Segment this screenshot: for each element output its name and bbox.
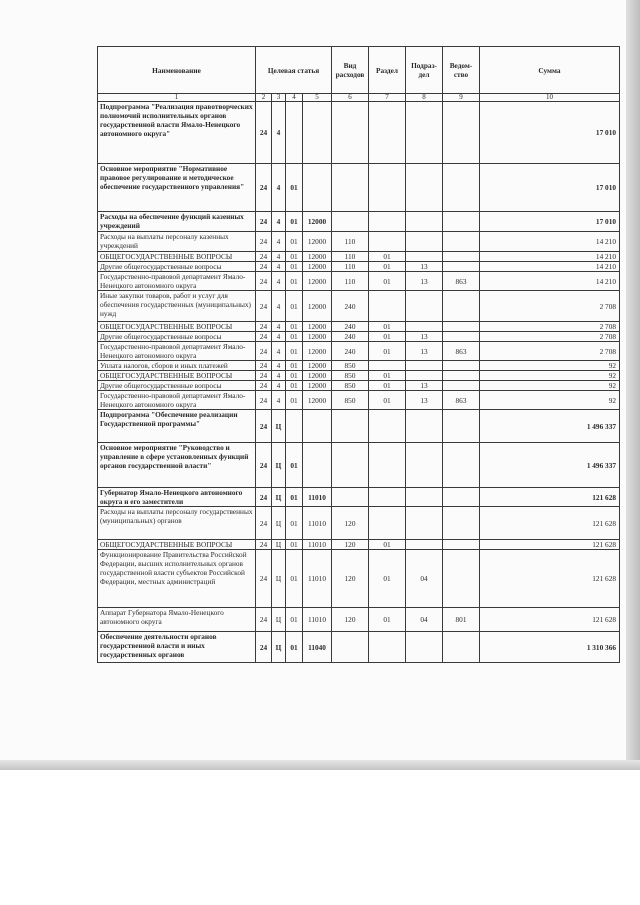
row-program-code: 24 [256, 342, 272, 361]
row-subsection [406, 371, 443, 381]
row-name: ОБЩЕГОСУДАРСТВЕННЫЕ ВОПРОСЫ [98, 371, 256, 381]
table-row [98, 391, 620, 410]
table-row [98, 361, 620, 371]
row-department [443, 507, 480, 540]
row-name: ОБЩЕГОСУДАРСТВЕННЫЕ ВОПРОСЫ [98, 252, 256, 262]
row-subprogram-code: 4 [272, 342, 286, 361]
col-number: 7 [369, 94, 406, 102]
row-expense-type: 120 [332, 507, 369, 540]
row-activity-code: 01 [286, 291, 303, 322]
table-row [98, 381, 620, 391]
col-number: 6 [332, 94, 369, 102]
row-direction-code [303, 164, 332, 212]
row-direction-code [303, 443, 332, 488]
row-program-code: 24 [256, 540, 272, 550]
row-direction-code: 12000 [303, 272, 332, 291]
row-program-code: 24 [256, 332, 272, 342]
row-direction-code: 11010 [303, 507, 332, 540]
table-row [98, 332, 620, 342]
row-direction-code: 12000 [303, 262, 332, 272]
row-sum: 1 496 337 [480, 410, 620, 443]
row-direction-code: 12000 [303, 252, 332, 262]
row-name: Другие общегосударственные вопросы [98, 332, 256, 342]
row-subprogram-code: Ц [272, 608, 286, 632]
row-name: Функционирование Правительства Российской Федерации, высших исполнительных органов государственной власти субъектов Российской Федерации, местных администраций [98, 550, 256, 608]
row-direction-code: 12000 [303, 322, 332, 332]
row-program-code: 24 [256, 361, 272, 371]
row-program-code: 24 [256, 262, 272, 272]
row-subsection [406, 252, 443, 262]
table-row [98, 252, 620, 262]
row-section [369, 102, 406, 164]
row-direction-code: 12000 [303, 391, 332, 410]
col-number: 9 [443, 94, 480, 102]
table-row [98, 507, 620, 540]
row-section [369, 507, 406, 540]
row-sum: 1 496 337 [480, 443, 620, 488]
row-section [369, 291, 406, 322]
row-activity-code: 01 [286, 540, 303, 550]
row-subprogram-code: 4 [272, 361, 286, 371]
table-row [98, 291, 620, 322]
row-name: Губернатор Ямало-Ненецкого автономного округа и его заместители [98, 488, 256, 507]
row-name: Другие общегосударственные вопросы [98, 381, 256, 391]
row-subprogram-code: 4 [272, 262, 286, 272]
header-name: Наименование [98, 47, 256, 94]
row-direction-code: 12000 [303, 232, 332, 252]
row-activity-code: 01 [286, 262, 303, 272]
row-section [369, 232, 406, 252]
row-sum: 2 708 [480, 342, 620, 361]
col-number: 8 [406, 94, 443, 102]
row-expense-type: 850 [332, 391, 369, 410]
row-direction-code [303, 102, 332, 164]
row-department [443, 332, 480, 342]
row-activity-code: 01 [286, 381, 303, 391]
row-subprogram-code: 4 [272, 381, 286, 391]
row-subprogram-code: Ц [272, 507, 286, 540]
table-row [98, 371, 620, 381]
row-expense-type: 850 [332, 381, 369, 391]
row-program-code: 24 [256, 212, 272, 232]
row-expense-type: 110 [332, 272, 369, 291]
row-section: 01 [369, 391, 406, 410]
row-sum: 92 [480, 371, 620, 381]
row-direction-code: 12000 [303, 332, 332, 342]
table-header-row [98, 47, 620, 94]
row-program-code: 24 [256, 272, 272, 291]
row-department [443, 212, 480, 232]
row-section [369, 632, 406, 663]
row-expense-type [332, 410, 369, 443]
budget-table-container [97, 46, 619, 663]
row-name: Обеспечение деятельности органов государственной власти и иных государственных органов [98, 632, 256, 663]
row-sum: 121 628 [480, 488, 620, 507]
col-number: 3 [272, 94, 286, 102]
row-activity-code: 01 [286, 332, 303, 342]
row-program-code: 24 [256, 291, 272, 322]
row-subsection: 13 [406, 332, 443, 342]
row-direction-code: 12000 [303, 291, 332, 322]
row-program-code: 24 [256, 371, 272, 381]
row-section: 01 [369, 252, 406, 262]
row-direction-code: 12000 [303, 361, 332, 371]
row-expense-type: 120 [332, 550, 369, 608]
row-sum: 92 [480, 391, 620, 410]
row-section [369, 488, 406, 507]
row-activity-code: 01 [286, 212, 303, 232]
row-direction-code: 11040 [303, 632, 332, 663]
row-department [443, 371, 480, 381]
row-program-code: 24 [256, 550, 272, 608]
row-department [443, 632, 480, 663]
row-section: 01 [369, 371, 406, 381]
row-activity-code: 01 [286, 507, 303, 540]
row-sum: 14 210 [480, 262, 620, 272]
row-activity-code [286, 410, 303, 443]
col-number: 10 [480, 94, 620, 102]
row-name: ОБЩЕГОСУДАРСТВЕННЫЕ ВОПРОСЫ [98, 322, 256, 332]
row-subprogram-code: Ц [272, 488, 286, 507]
row-subsection: 13 [406, 342, 443, 361]
row-section: 01 [369, 342, 406, 361]
row-section [369, 164, 406, 212]
row-section: 01 [369, 608, 406, 632]
row-subprogram-code: 4 [272, 332, 286, 342]
row-program-code: 24 [256, 507, 272, 540]
row-name: Государственно-правовой департамент Ямало-Ненецкого автономного округа [98, 342, 256, 361]
row-direction-code: 11010 [303, 608, 332, 632]
table-row [98, 212, 620, 232]
row-sum: 14 210 [480, 252, 620, 262]
header-expense-type: Вид расходов [332, 47, 369, 94]
row-program-code: 24 [256, 102, 272, 164]
row-section [369, 443, 406, 488]
row-subsection: 13 [406, 381, 443, 391]
col-number: 1 [98, 94, 256, 102]
header-section: Раздел [369, 47, 406, 94]
row-department: 863 [443, 342, 480, 361]
row-activity-code: 01 [286, 632, 303, 663]
row-department [443, 164, 480, 212]
table-row [98, 232, 620, 252]
col-number: 5 [303, 94, 332, 102]
row-section: 01 [369, 332, 406, 342]
row-subprogram-code: Ц [272, 550, 286, 608]
row-section [369, 212, 406, 232]
row-activity-code: 01 [286, 371, 303, 381]
row-sum: 92 [480, 361, 620, 371]
row-subprogram-code: 4 [272, 291, 286, 322]
row-name: Подпрограмма "Реализация правотворческих полномочий исполнительных органов государственной власти Ямало-Ненецкого автономного округа" [98, 102, 256, 164]
row-expense-type [332, 212, 369, 232]
row-program-code: 24 [256, 410, 272, 443]
row-expense-type: 240 [332, 322, 369, 332]
row-name: Государственно-правовой департамент Ямало-Ненецкого автономного округа [98, 272, 256, 291]
row-subsection [406, 164, 443, 212]
row-activity-code: 01 [286, 361, 303, 371]
row-expense-type [332, 632, 369, 663]
row-program-code: 24 [256, 488, 272, 507]
row-direction-code: 11010 [303, 488, 332, 507]
row-section: 01 [369, 540, 406, 550]
row-activity-code: 01 [286, 252, 303, 262]
row-name: Аппарат Губернатора Ямало-Ненецкого автономного округа [98, 608, 256, 632]
row-department [443, 291, 480, 322]
row-subprogram-code: 4 [272, 212, 286, 232]
row-direction-code [303, 410, 332, 443]
row-name: ОБЩЕГОСУДАРСТВЕННЫЕ ВОПРОСЫ [98, 540, 256, 550]
row-department [443, 443, 480, 488]
table-row [98, 540, 620, 550]
table-row [98, 342, 620, 361]
row-expense-type: 850 [332, 371, 369, 381]
row-name: Уплата налогов, сборов и иных платежей [98, 361, 256, 371]
row-sum: 121 628 [480, 608, 620, 632]
row-subsection [406, 443, 443, 488]
row-expense-type: 240 [332, 291, 369, 322]
row-sum: 2 708 [480, 291, 620, 322]
col-number: 4 [286, 94, 303, 102]
table-row [98, 608, 620, 632]
row-subsection [406, 410, 443, 443]
row-program-code: 24 [256, 381, 272, 391]
table-row [98, 102, 620, 164]
row-department [443, 381, 480, 391]
row-subsection: 13 [406, 391, 443, 410]
row-department: 801 [443, 608, 480, 632]
row-expense-type: 120 [332, 540, 369, 550]
row-sum: 92 [480, 381, 620, 391]
row-activity-code: 01 [286, 272, 303, 291]
row-expense-type [332, 443, 369, 488]
row-sum: 1 310 366 [480, 632, 620, 663]
row-section [369, 361, 406, 371]
row-subsection: 04 [406, 608, 443, 632]
row-program-code: 24 [256, 164, 272, 212]
table-row [98, 443, 620, 488]
row-section [369, 410, 406, 443]
row-department: 863 [443, 272, 480, 291]
col-number: 2 [256, 94, 272, 102]
table-body [98, 102, 620, 663]
row-subprogram-code: 4 [272, 252, 286, 262]
row-direction-code: 12000 [303, 371, 332, 381]
row-expense-type: 120 [332, 608, 369, 632]
row-sum: 2 708 [480, 332, 620, 342]
row-subprogram-code: 4 [272, 391, 286, 410]
row-subsection [406, 488, 443, 507]
row-name: Другие общегосударственные вопросы [98, 262, 256, 272]
row-direction-code: 12000 [303, 381, 332, 391]
row-subsection [406, 507, 443, 540]
row-subprogram-code: 4 [272, 322, 286, 332]
row-direction-code: 11010 [303, 550, 332, 608]
column-number-row [98, 94, 620, 102]
row-section: 01 [369, 322, 406, 332]
row-subsection [406, 632, 443, 663]
row-department [443, 232, 480, 252]
row-department [443, 252, 480, 262]
row-activity-code: 01 [286, 391, 303, 410]
budget-table [97, 46, 620, 663]
row-sum: 14 210 [480, 232, 620, 252]
row-subsection [406, 232, 443, 252]
row-name: Расходы на обеспечение функций казенных учреждений [98, 212, 256, 232]
header-sum: Сумма [480, 47, 620, 94]
row-subsection [406, 212, 443, 232]
row-subsection: 13 [406, 272, 443, 291]
row-sum: 14 210 [480, 272, 620, 291]
row-program-code: 24 [256, 632, 272, 663]
row-expense-type: 110 [332, 252, 369, 262]
row-subprogram-code: 4 [272, 164, 286, 212]
row-subsection [406, 102, 443, 164]
row-section: 01 [369, 262, 406, 272]
row-expense-type: 240 [332, 332, 369, 342]
row-activity-code: 01 [286, 164, 303, 212]
row-subsection [406, 540, 443, 550]
row-department [443, 322, 480, 332]
row-activity-code [286, 102, 303, 164]
row-name: Основное мероприятие "Нормативное правовое регулирование и методическое обеспечение государственного управления" [98, 164, 256, 212]
row-subsection [406, 361, 443, 371]
row-activity-code: 01 [286, 550, 303, 608]
table-row [98, 272, 620, 291]
row-section: 01 [369, 272, 406, 291]
row-department [443, 102, 480, 164]
row-sum: 17 010 [480, 164, 620, 212]
row-department [443, 488, 480, 507]
table-row [98, 550, 620, 608]
row-subsection: 13 [406, 262, 443, 272]
row-subprogram-code: Ц [272, 410, 286, 443]
row-program-code: 24 [256, 232, 272, 252]
row-activity-code: 01 [286, 608, 303, 632]
row-section: 01 [369, 550, 406, 608]
row-direction-code: 11010 [303, 540, 332, 550]
row-subsection [406, 291, 443, 322]
header-department: Ведом-ство [443, 47, 480, 94]
row-direction-code: 12000 [303, 212, 332, 232]
row-subprogram-code: 4 [272, 232, 286, 252]
row-sum: 17 010 [480, 102, 620, 164]
row-activity-code: 01 [286, 488, 303, 507]
row-expense-type: 850 [332, 361, 369, 371]
page-bottom-shadow [0, 760, 640, 770]
row-activity-code: 01 [286, 322, 303, 332]
row-department [443, 410, 480, 443]
table-row [98, 632, 620, 663]
row-sum: 121 628 [480, 507, 620, 540]
row-expense-type [332, 102, 369, 164]
row-program-code: 24 [256, 322, 272, 332]
row-subprogram-code: 4 [272, 371, 286, 381]
row-subprogram-code: Ц [272, 632, 286, 663]
row-expense-type: 240 [332, 342, 369, 361]
row-program-code: 24 [256, 608, 272, 632]
header-target-article: Целевая статья [256, 47, 332, 94]
table-row [98, 322, 620, 332]
row-activity-code: 01 [286, 232, 303, 252]
row-subsection [406, 322, 443, 332]
row-direction-code: 12000 [303, 342, 332, 361]
table-row [98, 410, 620, 443]
row-department [443, 550, 480, 608]
row-activity-code: 01 [286, 443, 303, 488]
row-sum: 2 708 [480, 322, 620, 332]
row-expense-type [332, 164, 369, 212]
row-name: Подпрограмма "Обеспечение реализации Государственной программы" [98, 410, 256, 443]
row-subsection: 04 [406, 550, 443, 608]
row-expense-type: 110 [332, 262, 369, 272]
table-row [98, 262, 620, 272]
row-name: Расходы на выплаты персоналу государственных (муниципальных) органов [98, 507, 256, 540]
row-sum: 121 628 [480, 550, 620, 608]
row-name: Государственно-правовой департамент Ямало-Ненецкого автономного округа [98, 391, 256, 410]
row-department: 863 [443, 391, 480, 410]
row-program-code: 24 [256, 443, 272, 488]
row-subprogram-code: 4 [272, 102, 286, 164]
row-department [443, 262, 480, 272]
row-program-code: 24 [256, 252, 272, 262]
table-row [98, 164, 620, 212]
page-edge-shadow [626, 0, 640, 770]
header-subsection: Подраз-дел [406, 47, 443, 94]
row-department [443, 540, 480, 550]
row-activity-code: 01 [286, 342, 303, 361]
row-sum: 17 010 [480, 212, 620, 232]
row-sum: 121 628 [480, 540, 620, 550]
row-subprogram-code: 4 [272, 272, 286, 291]
table-row [98, 488, 620, 507]
row-department [443, 361, 480, 371]
row-name: Иные закупки товаров, работ и услуг для обеспечения государственных (муниципальных) нужд [98, 291, 256, 322]
row-program-code: 24 [256, 391, 272, 410]
row-subprogram-code: Ц [272, 443, 286, 488]
row-subprogram-code: Ц [272, 540, 286, 550]
row-name: Основное мероприятие "Руководство и управление в сфере установленных функций органов государственной власти" [98, 443, 256, 488]
row-expense-type [332, 488, 369, 507]
row-section: 01 [369, 381, 406, 391]
row-name: Расходы на выплаты персоналу казенных учреждений [98, 232, 256, 252]
row-expense-type: 110 [332, 232, 369, 252]
